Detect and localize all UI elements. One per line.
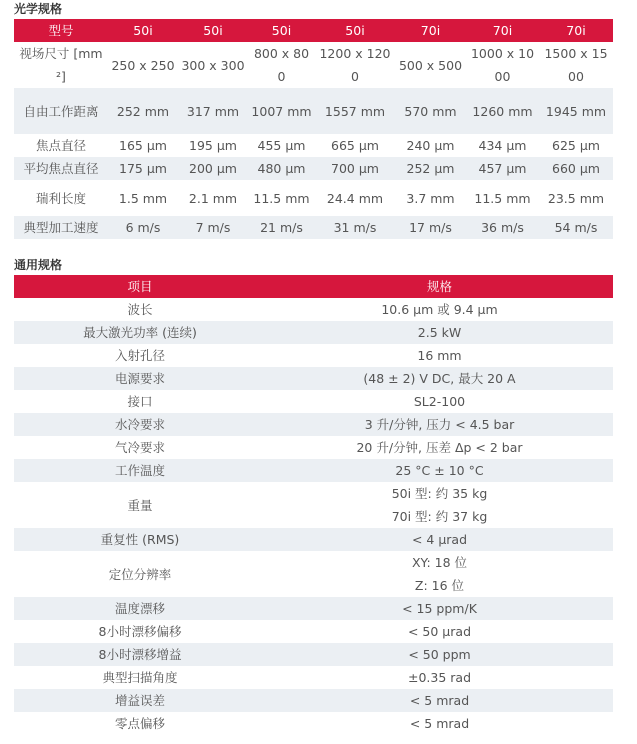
general-spec-line: < 4 µrad: [411, 532, 468, 547]
general-header-cell: 项目: [14, 275, 266, 298]
optical-spec-table: [14, 19, 613, 239]
general-row: [14, 459, 613, 482]
optical-cell: 500 x 500: [395, 42, 466, 88]
optical-header-cell: 70i: [395, 19, 466, 42]
general-spec-cell: [266, 712, 613, 735]
optical-cell: 434 µm: [466, 134, 539, 157]
general-spec-line: < 50 µrad: [407, 624, 471, 639]
optical-row-label: 平均焦点直径: [14, 157, 108, 180]
optical-cell: 455 µm: [248, 134, 315, 157]
general-row: [14, 551, 613, 597]
general-spec-cell: [266, 436, 613, 459]
optical-cell: 300 x 300: [178, 42, 248, 88]
optical-cell: 7 m/s: [178, 216, 248, 239]
optical-cell: 457 µm: [466, 157, 539, 180]
general-item-cell: 重量: [14, 482, 266, 528]
optical-cell: 665 µm: [315, 134, 395, 157]
general-row: [14, 344, 613, 367]
general-row: [14, 666, 613, 689]
general-spec-line: < 5 mrad: [409, 693, 470, 708]
optical-cell: 31 m/s: [315, 216, 395, 239]
optical-cell: 660 µm: [539, 157, 613, 180]
general-spec-line: (48 ± 2) V DC, 最大 20 A: [363, 371, 516, 386]
general-row: [14, 620, 613, 643]
optical-row: [14, 42, 613, 88]
general-row: [14, 643, 613, 666]
general-item-cell: 增益误差: [14, 689, 266, 712]
general-row: [14, 413, 613, 436]
optical-row-label: 典型加工速度: [14, 216, 108, 239]
general-item-cell: 入射孔径: [14, 344, 266, 367]
optical-header-row: [14, 19, 613, 42]
optical-cell: 800 x 800: [248, 42, 315, 88]
optical-cell: 195 µm: [178, 134, 248, 157]
optical-row: [14, 180, 613, 216]
general-header-row: [14, 275, 613, 298]
optical-cell: 700 µm: [315, 157, 395, 180]
general-spec-cell: [266, 528, 613, 551]
optical-row-label: 视场尺寸 [mm²]: [14, 42, 108, 88]
optical-row-label: 自由工作距离: [14, 88, 108, 134]
general-spec-line: 20 升/分钟, 压差 Δp < 2 bar: [356, 440, 523, 455]
general-spec-cell: [266, 321, 613, 344]
general-spec-line: 70i 型: 约 37 kg: [391, 509, 488, 524]
general-spec-cell: [266, 367, 613, 390]
general-spec-line: 25 °C ± 10 °C: [395, 463, 484, 478]
general-spec-cell: [266, 459, 613, 482]
general-spec-line: SL2-100: [413, 394, 466, 409]
general-spec-cell: [266, 620, 613, 643]
optical-header-cell: 型号: [14, 19, 108, 42]
general-item-cell: 最大激光功率 (连续): [14, 321, 266, 344]
general-spec-line: < 5 mrad: [409, 716, 470, 731]
optical-cell: 54 m/s: [539, 216, 613, 239]
optical-row: [14, 88, 613, 134]
optical-row: [14, 157, 613, 180]
general-row: [14, 597, 613, 620]
general-item-cell: 温度漂移: [14, 597, 266, 620]
optical-cell: 252 mm: [108, 88, 178, 134]
optical-header-cell: 50i: [248, 19, 315, 42]
optical-cell: 1.5 mm: [108, 180, 178, 216]
general-item-cell: 重复性 (RMS): [14, 528, 266, 551]
optical-row: [14, 134, 613, 157]
optical-cell: 6 m/s: [108, 216, 178, 239]
optical-cell: 625 µm: [539, 134, 613, 157]
optical-cell: 3.7 mm: [395, 180, 466, 216]
general-item-cell: 定位分辨率: [14, 551, 266, 597]
optical-row-label: 瑞利长度: [14, 180, 108, 216]
general-item-cell: 8小时漂移增益: [14, 643, 266, 666]
general-item-cell: 电源要求: [14, 367, 266, 390]
optical-cell: 480 µm: [248, 157, 315, 180]
optical-cell: 11.5 mm: [248, 180, 315, 216]
general-spec-cell: [266, 643, 613, 666]
general-spec-line: 3 升/分钟, 压力 < 4.5 bar: [364, 417, 515, 432]
general-spec-cell: [266, 597, 613, 620]
optical-header-cell: 70i: [539, 19, 613, 42]
general-row: [14, 436, 613, 459]
optical-header-cell: 70i: [466, 19, 539, 42]
optical-cell: 175 µm: [108, 157, 178, 180]
general-spec-cell: [266, 689, 613, 712]
general-row: [14, 482, 613, 528]
general-spec-line: Z: 16 位: [414, 578, 465, 593]
general-spec-cell: [266, 482, 613, 528]
general-spec-table: [14, 275, 613, 735]
optical-header-cell: 50i: [315, 19, 395, 42]
optical-header-cell: 50i: [108, 19, 178, 42]
general-spec-cell: [266, 666, 613, 689]
optical-cell: 21 m/s: [248, 216, 315, 239]
general-row: [14, 712, 613, 735]
optical-cell: 36 m/s: [466, 216, 539, 239]
general-header-cell: 规格: [266, 275, 613, 298]
optical-section-title: 光学规格: [14, 2, 63, 16]
general-spec-cell: [266, 298, 613, 321]
general-item-cell: 波长: [14, 298, 266, 321]
optical-cell: 250 x 250: [108, 42, 178, 88]
general-spec-cell: [266, 413, 613, 436]
optical-cell: 200 µm: [178, 157, 248, 180]
optical-cell: 24.4 mm: [315, 180, 395, 216]
general-row: [14, 528, 613, 551]
general-spec-line: 2.5 kW: [417, 325, 462, 340]
optical-cell: 252 µm: [395, 157, 466, 180]
general-spec-line: 16 mm: [417, 348, 462, 363]
general-row: [14, 390, 613, 413]
general-item-cell: 8小时漂移偏移: [14, 620, 266, 643]
optical-cell: 1945 mm: [539, 88, 613, 134]
general-spec-cell: [266, 344, 613, 367]
general-row: [14, 689, 613, 712]
optical-cell: 1557 mm: [315, 88, 395, 134]
optical-cell: 1007 mm: [248, 88, 315, 134]
general-spec-line: 50i 型: 约 35 kg: [391, 486, 488, 501]
optical-cell: 23.5 mm: [539, 180, 613, 216]
optical-cell: 165 µm: [108, 134, 178, 157]
optical-cell: 1200 x 1200: [315, 42, 395, 88]
optical-cell: 11.5 mm: [466, 180, 539, 216]
general-item-cell: 工作温度: [14, 459, 266, 482]
optical-cell: 240 µm: [395, 134, 466, 157]
optical-cell: 1260 mm: [466, 88, 539, 134]
optical-cell: 2.1 mm: [178, 180, 248, 216]
optical-cell: 1000 x 1000: [466, 42, 539, 88]
general-item-cell: 气冷要求: [14, 436, 266, 459]
general-row: [14, 367, 613, 390]
general-section-title: 通用规格: [14, 258, 63, 272]
general-row: [14, 298, 613, 321]
general-row: [14, 321, 613, 344]
optical-cell: 1500 x 1500: [539, 42, 613, 88]
optical-header-cell: 50i: [178, 19, 248, 42]
optical-row-label: 焦点直径: [14, 134, 108, 157]
general-spec-line: XY: 18 位: [411, 555, 468, 570]
general-spec-line: < 15 ppm/K: [402, 601, 477, 616]
general-item-cell: 接口: [14, 390, 266, 413]
general-spec-line: ±0.35 rad: [407, 670, 471, 685]
general-spec-line: < 50 ppm: [408, 647, 471, 662]
general-spec-cell: [266, 390, 613, 413]
general-item-cell: 典型扫描角度: [14, 666, 266, 689]
optical-cell: 17 m/s: [395, 216, 466, 239]
optical-cell: 317 mm: [178, 88, 248, 134]
general-spec-cell: [266, 551, 613, 597]
general-spec-line: 10.6 µm 或 9.4 µm: [381, 302, 498, 317]
general-item-cell: 水冷要求: [14, 413, 266, 436]
optical-row: [14, 216, 613, 239]
general-item-cell: 零点偏移: [14, 712, 266, 735]
optical-cell: 570 mm: [395, 88, 466, 134]
